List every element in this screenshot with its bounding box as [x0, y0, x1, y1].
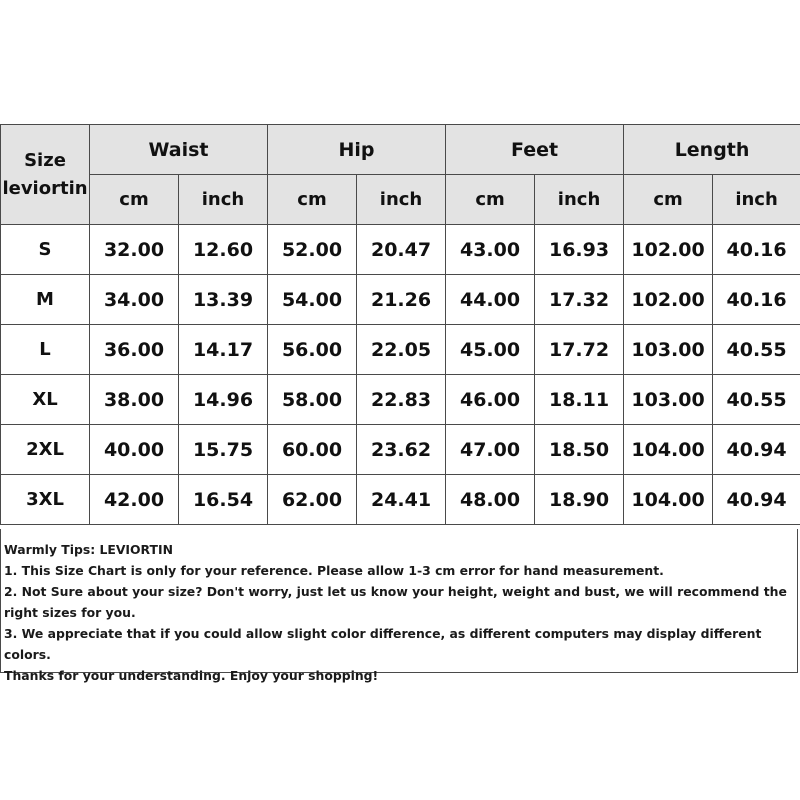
tips-title: Warmly Tips: LEVIORTIN — [4, 542, 173, 557]
unit-header: cm — [268, 175, 357, 225]
unit-header: inch — [179, 175, 268, 225]
value-cell: 14.96 — [179, 375, 268, 425]
value-cell: 58.00 — [268, 375, 357, 425]
value-cell: 42.00 — [90, 475, 179, 525]
size-cell: 3XL — [1, 475, 90, 525]
unit-header: inch — [535, 175, 624, 225]
value-cell: 62.00 — [268, 475, 357, 525]
group-header-waist: Waist — [90, 125, 268, 175]
tips-box — [0, 529, 798, 683]
value-cell: 12.60 — [179, 225, 268, 275]
size-header-brand: leviortin — [2, 177, 88, 199]
value-cell: 36.00 — [90, 325, 179, 375]
size-header-label: Size — [24, 149, 66, 171]
group-header-hip: Hip — [268, 125, 446, 175]
tips-line: 1. This Size Chart is only for your reference. Please allow 1-3 cm error for hand measurement. — [4, 563, 664, 578]
tips-line: 3. We appreciate that if you could allow slight color difference, as different computers may display different colors. — [4, 626, 762, 662]
value-cell: 16.54 — [179, 475, 268, 525]
table-row — [1, 325, 800, 375]
unit-header: cm — [90, 175, 179, 225]
value-cell: 34.00 — [90, 275, 179, 325]
header-row-units — [1, 175, 800, 225]
value-cell: 104.00 — [624, 425, 713, 475]
value-cell: 32.00 — [90, 225, 179, 275]
value-cell: 40.00 — [90, 425, 179, 475]
unit-header: inch — [357, 175, 446, 225]
value-cell: 13.39 — [179, 275, 268, 325]
size-chart — [0, 124, 800, 525]
size-table — [0, 124, 800, 525]
size-column-header — [1, 125, 90, 225]
value-cell: 52.00 — [268, 225, 357, 275]
value-cell: 102.00 — [624, 225, 713, 275]
value-cell: 104.00 — [624, 475, 713, 525]
tips-line: Thanks for your understanding. Enjoy your shopping! — [4, 668, 379, 683]
size-cell: L — [1, 325, 90, 375]
value-cell: 18.50 — [535, 425, 624, 475]
size-cell: M — [1, 275, 90, 325]
value-cell: 46.00 — [446, 375, 535, 425]
value-cell: 22.83 — [357, 375, 446, 425]
value-cell: 40.55 — [713, 325, 800, 375]
value-cell: 23.62 — [357, 425, 446, 475]
group-header-feet: Feet — [446, 125, 624, 175]
value-cell: 15.75 — [179, 425, 268, 475]
table-row — [1, 375, 800, 425]
value-cell: 48.00 — [446, 475, 535, 525]
value-cell: 103.00 — [624, 375, 713, 425]
value-cell: 56.00 — [268, 325, 357, 375]
value-cell: 60.00 — [268, 425, 357, 475]
value-cell: 103.00 — [624, 325, 713, 375]
value-cell: 22.05 — [357, 325, 446, 375]
value-cell: 20.47 — [357, 225, 446, 275]
value-cell: 44.00 — [446, 275, 535, 325]
table-row — [1, 475, 800, 525]
value-cell: 17.72 — [535, 325, 624, 375]
value-cell: 16.93 — [535, 225, 624, 275]
value-cell: 47.00 — [446, 425, 535, 475]
size-cell: XL — [1, 375, 90, 425]
value-cell: 18.90 — [535, 475, 624, 525]
unit-header: cm — [446, 175, 535, 225]
unit-header: cm — [624, 175, 713, 225]
value-cell: 38.00 — [90, 375, 179, 425]
table-row — [1, 425, 800, 475]
size-cell: 2XL — [1, 425, 90, 475]
value-cell: 54.00 — [268, 275, 357, 325]
value-cell: 40.16 — [713, 225, 800, 275]
value-cell: 17.32 — [535, 275, 624, 325]
value-cell: 40.94 — [713, 425, 800, 475]
value-cell: 40.55 — [713, 375, 800, 425]
value-cell: 45.00 — [446, 325, 535, 375]
value-cell: 102.00 — [624, 275, 713, 325]
value-cell: 43.00 — [446, 225, 535, 275]
value-cell: 40.94 — [713, 475, 800, 525]
table-row — [1, 225, 800, 275]
header-row-groups — [1, 125, 800, 175]
value-cell: 40.16 — [713, 275, 800, 325]
tips-line: 2. Not Sure about your size? Don't worry, just let us know your height, weight and bust, we will recommend the right sizes for you. — [4, 584, 787, 620]
unit-header: inch — [713, 175, 800, 225]
group-header-length: Length — [624, 125, 800, 175]
value-cell: 21.26 — [357, 275, 446, 325]
size-cell: S — [1, 225, 90, 275]
value-cell: 14.17 — [179, 325, 268, 375]
value-cell: 18.11 — [535, 375, 624, 425]
table-row — [1, 275, 800, 325]
value-cell: 24.41 — [357, 475, 446, 525]
